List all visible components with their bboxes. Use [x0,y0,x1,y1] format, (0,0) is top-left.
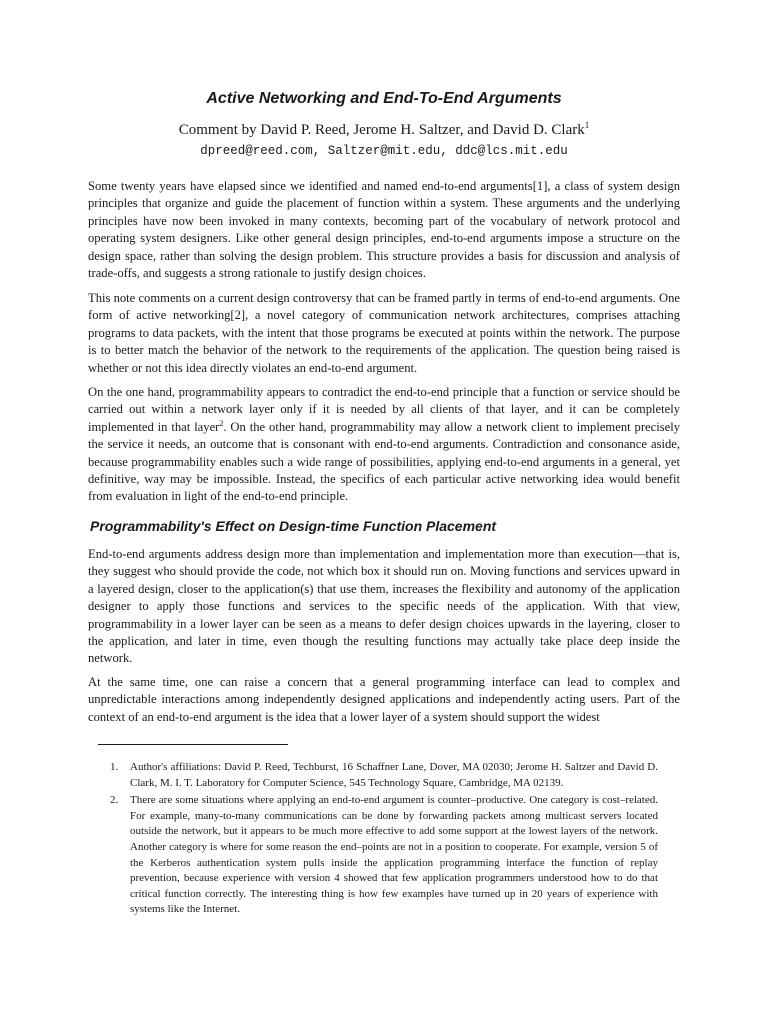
footnote-item [110,793,658,918]
footnote-text: Author's affiliations: David P. Reed, Techburst, 16 Schaffner Lane, Dover, MA 02030; Jerome H. Saltzer and David D. Clark, M. I. T. Laboratory for Computer Science, 545 Technology Square, Cambridge, MA 02139. [130,761,658,789]
footnote-number: 2. [110,794,119,807]
section-heading: Programmability's Effect on Design-time Function Placement [90,518,497,534]
paragraph-programmability-part-a: On the one hand, programmability appears to contradict the end-to-end principle that a function or service should be carried out within a network layer only if it is needed by all clients of that layer, and it can be completely implemented in that layer [88,385,680,434]
footnote-item [110,760,658,791]
footnote-list [110,760,658,920]
footnote-divider [98,744,288,745]
paragraph-intro: Some twenty years have elapsed since we identified and named end-to-end arguments[1], a class of system design principles that organize and guide the placement of function within a system. These arguments and the underlying principles have now been invoked in many contexts, becoming part of the vocabulary of network protocol and operating system designers. Like other general design principles, end-to-end arguments impose a structure on the design space, rather than solving the design problem. This structure provides a basis for discussion and analysis of trade-offs, and suggests a strong rationale to justify design choices. [88,179,680,281]
paragraph-controversy: This note comments on a current design controversy that can be framed partly in terms of end-to-end arguments. One form of active networking[2], a novel category of communication network architectures, comprises attaching programs to data packets, with the intent that those programs be executed at points within the network. The purpose is to better match the behavior of the network to the requirements of the application. The question being raised is whether or not this idea directly violates an end-to-end argument. [88,291,680,375]
paragraph-concern: At the same time, one can raise a concern that a general programming interface can lead to complex and unpredictable interactions among independently designed applications and independently acting users. Part of the context of an end-to-end argument is the idea that a lower layer of a system should support the widest [88,675,680,724]
author-names: Comment by David P. Reed, Jerome H. Saltzer, and David D. Clark [178,122,585,138]
paragraph-programmability-part-b: . On the other hand, programmability may allow a network client to implement precisely the service it needs, an outcome that is consonant with end-to-end arguments. Contradiction and consonance aside, because programmability enables such a wide range of possibilities, applying end-to-end arguments in a general, yet definitive, way may be impossible. Instead, the specifics of each particular active networking idea would benefit from evaluation in light of the end-to-end principle. [88,419,680,504]
author-byline [88,120,680,139]
footnote-text: There are some situations where applying an end-to-end argument is counter–productive. One category is cost–related. For example, many-to-many communications can be done by forwarding packets among multicast servers located outside the network, but it appears to be much more effective to add some support at the lowest layers of the network. Another category is where for some reason the end–points are not in a position to cooperate. For example, version 5 of the Kerberos authentication system pulls inside the application programming interface the function of replay prevention, because experience with version 4 showed that few application programmers understood how to do that critical function correctly. The interesting thing is how few examples have turned up in 20 years of experience with systems like the Internet. [130,794,658,916]
author-emails: dpreed@reed.com, Saltzer@mit.edu, ddc@lcs.mit.edu [200,144,568,158]
footnote-mark-2: 2 [219,418,224,428]
paragraph-programmability [88,384,680,506]
paper-title: Active Networking and End-To-End Arguments [206,90,562,107]
paragraph-design-time: End-to-end arguments address design more than implementation and implementation more than execution—that is, they suggest who should provide the code, not which box it should run on. Moving functions and services upward in a layered design, closer to the application(s) that use them, increases the flexibility and autonomy of the application designer to apply those functions and services to the specific needs of the application. With that view, programmability in a lower layer can be seen as a means to defer design choices upwards in the layering, closer to the application, and later in time, even though the resulting functions may actually take place deep inside the network. [88,547,680,666]
affiliation-footnote-mark: 1 [584,120,590,130]
footnote-number: 1. [110,761,119,773]
